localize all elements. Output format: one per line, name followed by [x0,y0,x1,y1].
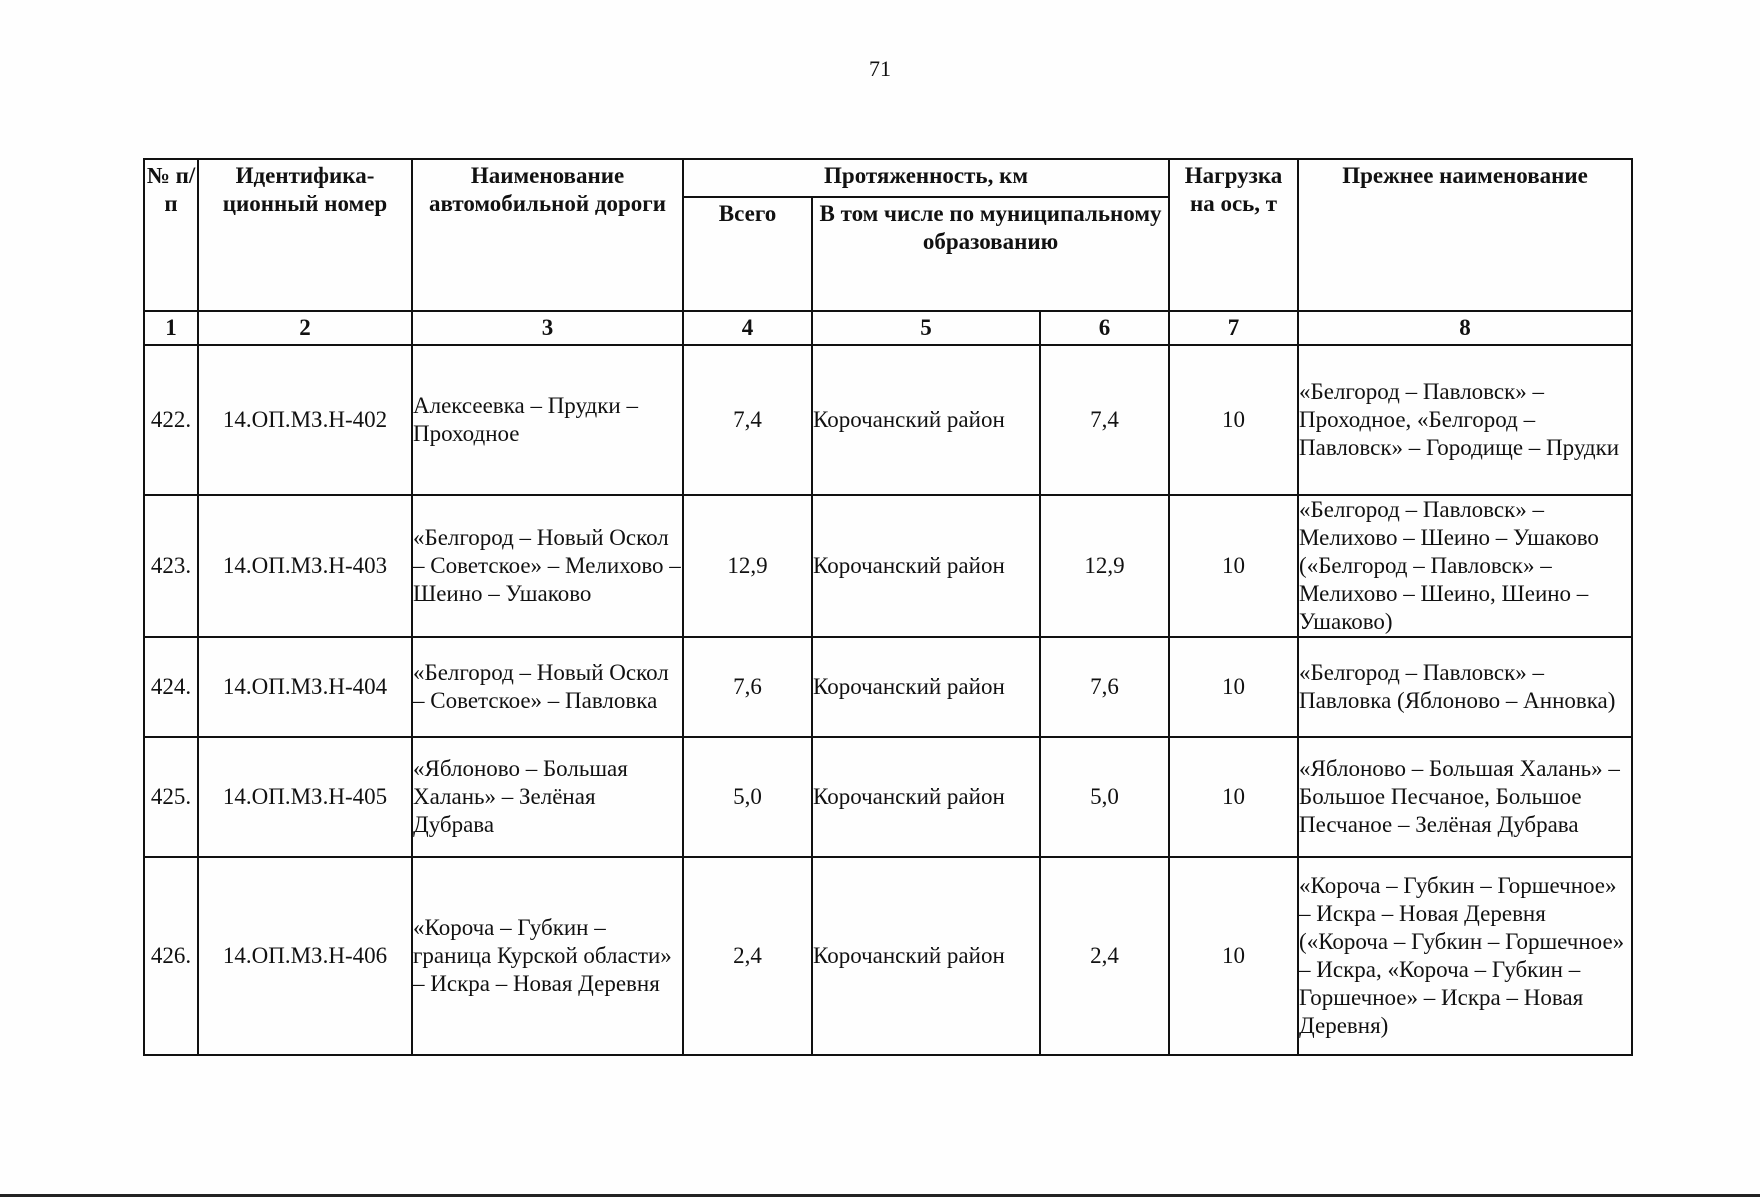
table-row [144,637,1632,737]
table-row [144,857,1632,1055]
municipal-length: 7,4 [1040,345,1169,495]
road-id: 14.ОП.МЗ.Н-403 [198,495,412,637]
road-id: 14.ОП.МЗ.Н-404 [198,637,412,737]
municipality: Корочанский район [812,495,1040,637]
former-name: «Короча – Губкин – Горшечное» – Искра – Новая Деревня («Короча – Губкин – Горшечное» – Искра, «Короча – Губкин – Горшечное» – Искра – Новая Деревня) [1298,857,1632,1055]
road-name: «Белгород – Новый Оскол – Советское» – Павловка [412,637,683,737]
municipality: Корочанский район [812,345,1040,495]
axle-load: 10 [1169,637,1298,737]
table-row [144,737,1632,857]
header-former-name: Прежнее наименование [1298,159,1632,311]
header-length: Протяженность, км [683,159,1169,197]
header-axle-load: Нагрузка на ось, т [1169,159,1298,311]
header-total: Всего [683,197,812,311]
municipality: Корочанский район [812,857,1040,1055]
total-length: 5,0 [683,737,812,857]
former-name: «Белгород – Павловск» – Мелихово – Шеино – Ушаково («Белгород – Павловск» – Мелихово – Шеино, Шеино – Ушаково) [1298,495,1632,637]
header-id: Идентифика-ционный номер [198,159,412,311]
column-number: 3 [412,311,683,345]
former-name: «Яблоново – Большая Халань» – Большое Песчаное, Большое Песчаное – Зелёная Дубрава [1298,737,1632,857]
total-length: 12,9 [683,495,812,637]
table-row [144,495,1632,637]
roads-table [143,158,1633,1056]
road-name: Алексеевка – Прудки – Проходное [412,345,683,495]
axle-load: 10 [1169,345,1298,495]
row-number: 423. [144,495,198,637]
row-number: 424. [144,637,198,737]
header-including: В том числе по муниципальному образованию [812,197,1169,311]
road-id: 14.ОП.МЗ.Н-406 [198,857,412,1055]
column-number: 7 [1169,311,1298,345]
column-number: 1 [144,311,198,345]
municipality: Корочанский район [812,737,1040,857]
column-number: 5 [812,311,1040,345]
column-number: 2 [198,311,412,345]
column-numbers-row [144,311,1632,345]
municipal-length: 12,9 [1040,495,1169,637]
page-number: 71 [869,56,891,81]
axle-load: 10 [1169,857,1298,1055]
column-number: 4 [683,311,812,345]
road-name: «Белгород – Новый Оскол – Советское» – Мелихово – Шеино – Ушаково [412,495,683,637]
municipal-length: 7,6 [1040,637,1169,737]
header-num: № п/п [144,159,198,311]
page-bottom-rule [0,1194,1760,1197]
column-number: 6 [1040,311,1169,345]
municipal-length: 2,4 [1040,857,1169,1055]
municipality: Корочанский район [812,637,1040,737]
former-name: «Белгород – Павловск» – Проходное, «Белгород – Павловск» – Городище – Прудки [1298,345,1632,495]
axle-load: 10 [1169,495,1298,637]
row-number: 426. [144,857,198,1055]
road-id: 14.ОП.МЗ.Н-402 [198,345,412,495]
axle-load: 10 [1169,737,1298,857]
former-name: «Белгород – Павловск» – Павловка (Яблоново – Анновка) [1298,637,1632,737]
column-number: 8 [1298,311,1632,345]
table-row [144,345,1632,495]
road-name: «Яблоново – Большая Халань» – Зелёная Дубрава [412,737,683,857]
road-id: 14.ОП.МЗ.Н-405 [198,737,412,857]
row-number: 422. [144,345,198,495]
road-name: «Короча – Губкин – граница Курской области» – Искра – Новая Деревня [412,857,683,1055]
total-length: 2,4 [683,857,812,1055]
total-length: 7,4 [683,345,812,495]
header-road-name: Наименование автомобильной дороги [412,159,683,311]
total-length: 7,6 [683,637,812,737]
row-number: 425. [144,737,198,857]
municipal-length: 5,0 [1040,737,1169,857]
